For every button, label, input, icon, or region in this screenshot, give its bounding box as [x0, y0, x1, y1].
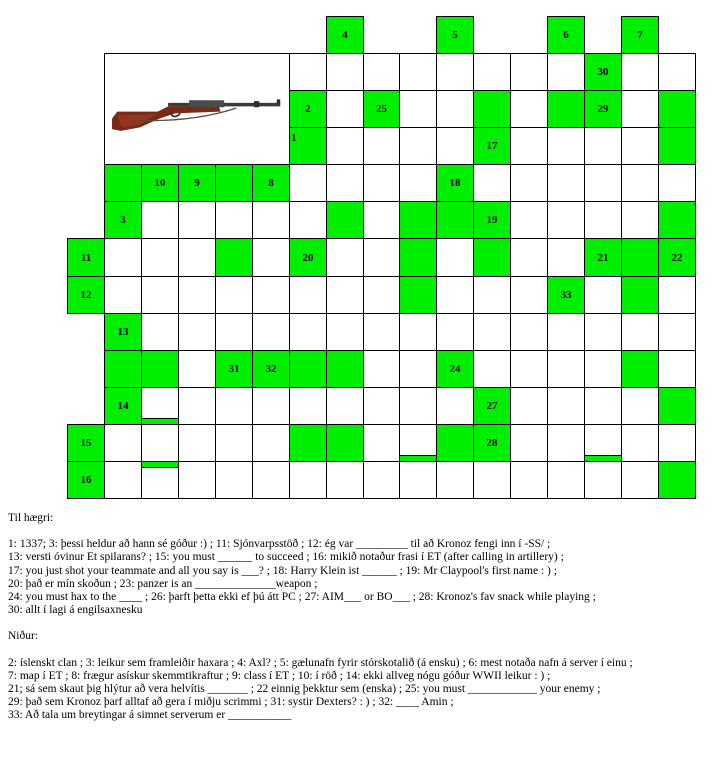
grid-cell[interactable]: [584, 164, 622, 202]
clue-number: 7: [637, 29, 643, 41]
grid-cell[interactable]: [252, 238, 290, 277]
grid-cell[interactable]: [436, 238, 474, 277]
clue-number: 15: [80, 437, 92, 449]
grid-cell[interactable]: [584, 127, 622, 165]
clue-line: 33: Að tala um breytingar á simnet serverum er ___________: [8, 709, 292, 722]
clue-line: 29: það sem Kronoz þarf alltaf að gera í miðju scrimmi ; 31: systir Dexters? : ) ; 32: ____ Amin ;: [8, 696, 454, 709]
grid-cell[interactable]: [363, 201, 400, 239]
grid-cell[interactable]: [510, 201, 548, 239]
grid-cell[interactable]: [326, 387, 364, 425]
grid-cell: [473, 201, 511, 239]
clue-line: 21; sá sem skaut þig hlýtur að vera helvítis _______ ; 22 einnig þekktur sem (enska) ; 25: you must ____________ your enemy ;: [8, 683, 601, 696]
grid-cell[interactable]: [547, 350, 585, 388]
clue-number: 4: [342, 29, 348, 41]
grid-cell[interactable]: [436, 53, 474, 91]
clue-line: 20: það er mín skoðun ; 23: panzer is an ______________weapon ;: [8, 577, 318, 590]
grid-cell[interactable]: [326, 313, 364, 351]
clue-number: 11: [80, 251, 92, 264]
clue-number: 24: [449, 363, 461, 375]
grid-cell: [252, 350, 290, 388]
grid-cell[interactable]: [363, 313, 400, 351]
grid-cell[interactable]: [326, 461, 364, 499]
across-title: Til hægri:: [8, 512, 54, 524]
grid-cell[interactable]: [326, 276, 364, 314]
grid-cell[interactable]: [473, 53, 511, 91]
grid-cell[interactable]: [178, 424, 216, 462]
grid-cell[interactable]: [584, 461, 622, 499]
grid-cell[interactable]: [215, 424, 253, 462]
grid-cell: [473, 238, 511, 277]
grid-cell[interactable]: [141, 238, 179, 277]
grid-cell[interactable]: [104, 461, 142, 499]
grid-cell: [621, 350, 659, 388]
grid-cell[interactable]: [510, 276, 548, 314]
grid-cell[interactable]: [658, 313, 696, 351]
clue-line: 2: íslenskt clan ; 3: leikur sem framleiðir haxara ; 4: Axl? ; 5: gælunafn fyrir stórskotalið (á ensku) ; 6: mest notaða nafn á server í einu ;: [8, 656, 633, 669]
grid-cell[interactable]: [436, 90, 474, 128]
grid-cell: [289, 350, 327, 388]
grid-cell[interactable]: [363, 238, 400, 277]
clue-number: 8: [268, 177, 274, 189]
grid-cell: [104, 313, 142, 351]
clue-number: 6: [563, 29, 569, 41]
clue-number: 3: [120, 214, 126, 226]
grid-cell: [326, 16, 364, 54]
grid-cell[interactable]: [399, 53, 437, 91]
grid-cell[interactable]: [289, 276, 327, 314]
grid-cell: [658, 127, 696, 165]
grid-cell: [289, 127, 327, 165]
grid-cell: [252, 164, 290, 202]
grid-cell[interactable]: [326, 53, 364, 91]
grid-cell: [67, 424, 105, 462]
grid-cell: [215, 238, 253, 277]
grid-cell[interactable]: [141, 276, 179, 314]
grid-cell[interactable]: [215, 461, 253, 499]
clue-line: 13: versti óvinur Et spilarans? ; 15: you must ______ to succeed ; 16: mikið notaður frasi í ET (after calling in artillery) ;: [8, 551, 564, 564]
grid-cell[interactable]: [436, 127, 474, 165]
grid-cell[interactable]: [584, 350, 622, 388]
clue-number: 31: [228, 363, 240, 375]
grid-cell[interactable]: [399, 387, 437, 425]
down-title: Niður:: [8, 630, 39, 643]
grid-cell[interactable]: [289, 461, 327, 499]
grid-cell: [104, 164, 142, 202]
clue-number: 12: [80, 289, 92, 301]
clue-number: 33: [560, 289, 572, 301]
grid-cell[interactable]: [473, 461, 511, 499]
grid-cell[interactable]: [252, 387, 290, 425]
grid-cell[interactable]: [178, 313, 216, 351]
grid-cell[interactable]: [363, 276, 400, 314]
clue-number: 10: [154, 177, 166, 189]
crossword-grid: [67, 16, 695, 498]
grid-cell: [547, 90, 585, 128]
clue-number: 21: [597, 251, 609, 264]
grid-cell[interactable]: [658, 350, 696, 388]
grid-cell: [326, 350, 364, 388]
grid-cell[interactable]: [178, 387, 216, 425]
grid-cell: [436, 16, 474, 54]
across-clue-list: [8, 538, 720, 617]
grid-cell: [658, 387, 696, 425]
grid-cell[interactable]: [215, 201, 253, 239]
grid-cell[interactable]: [399, 350, 437, 388]
grid-cell: [215, 164, 253, 202]
grid-cell: [399, 238, 437, 277]
clue-line: 24: you must hax to the ____ ; 26: þarft þetta ekki ef þú átt PC ; 27: AIM___ or BO___ ; 28: Kronoz's fav snack while playing ;: [8, 591, 596, 604]
grid-cell[interactable]: [289, 201, 327, 239]
grid-cell: [473, 424, 511, 462]
grid-cell[interactable]: [547, 164, 585, 202]
grid-cell-marker: [399, 455, 437, 462]
grid-cell[interactable]: [621, 387, 659, 425]
grid-cell[interactable]: [473, 164, 511, 202]
grid-cell[interactable]: [399, 90, 437, 128]
grid-cell: [621, 238, 659, 277]
grid-cell[interactable]: [399, 127, 437, 165]
grid-cell[interactable]: [547, 238, 585, 277]
grid-cell[interactable]: [289, 387, 327, 425]
clue-number: 9: [194, 177, 200, 189]
clue-number: 32: [265, 363, 277, 375]
grid-cell[interactable]: [326, 164, 364, 202]
grid-cell[interactable]: [584, 201, 622, 239]
grid-cell: [104, 387, 142, 425]
clue-number: 19: [486, 214, 498, 226]
grid-cell[interactable]: [363, 127, 400, 165]
grid-cell[interactable]: [363, 424, 400, 462]
grid-cell: [547, 16, 585, 54]
grid-cell[interactable]: [289, 164, 327, 202]
clue-number: 22: [671, 251, 683, 264]
grid-cell[interactable]: [436, 387, 474, 425]
grid-cell: [289, 238, 327, 277]
grid-cell: [436, 201, 474, 239]
down-clue-list: [8, 657, 720, 723]
grid-cell: [141, 164, 179, 202]
grid-cell: [584, 238, 622, 277]
grid-cell[interactable]: [289, 313, 327, 351]
grid-cell[interactable]: [510, 313, 548, 351]
grid-cell: [621, 276, 659, 314]
grid-cell[interactable]: [621, 461, 659, 499]
grid-cell: [178, 164, 216, 202]
grid-cell: [104, 201, 142, 239]
grid-cell[interactable]: [178, 276, 216, 314]
grid-cell[interactable]: [510, 53, 548, 91]
grid-cell[interactable]: [658, 164, 696, 202]
grid-cell[interactable]: [252, 276, 290, 314]
grid-cell: [399, 276, 437, 314]
grid-cell[interactable]: [436, 276, 474, 314]
grid-cell-marker: [141, 461, 179, 468]
grid-cell[interactable]: [104, 424, 142, 462]
grid-cell[interactable]: [510, 164, 548, 202]
grid-cell[interactable]: [547, 313, 585, 351]
grid-cell: [436, 424, 474, 462]
clue-number: 29: [597, 103, 609, 115]
grid-cell[interactable]: [547, 424, 585, 462]
clue-number: 16: [80, 474, 92, 486]
grid-cell[interactable]: [178, 238, 216, 277]
grid-cell[interactable]: [547, 53, 585, 91]
grid-cell[interactable]: [621, 90, 659, 128]
grid-cell: [584, 90, 622, 128]
grid-cell[interactable]: [363, 164, 400, 202]
grid-cell: [326, 424, 364, 462]
grid-cell[interactable]: [584, 387, 622, 425]
grid-cell[interactable]: [178, 461, 216, 499]
grid-cell[interactable]: [178, 350, 216, 388]
grid-cell: [658, 201, 696, 239]
grid-cell[interactable]: [658, 424, 696, 462]
grid-cell: [658, 238, 696, 277]
grid-cell[interactable]: [436, 461, 474, 499]
grid-cell: [67, 461, 105, 499]
grid-cell[interactable]: [363, 461, 400, 499]
grid-cell[interactable]: [215, 276, 253, 314]
grid-cell-marker: [584, 455, 622, 462]
rifle-icon: [105, 54, 289, 164]
grid-cell: [67, 276, 105, 314]
grid-cell: [399, 201, 437, 239]
grid-cell[interactable]: [363, 387, 400, 425]
grid-cell: [289, 424, 327, 462]
grid-cell[interactable]: [289, 53, 327, 91]
grid-cell: [326, 201, 364, 239]
grid-cell[interactable]: [473, 276, 511, 314]
clue-number: 2: [305, 103, 311, 115]
clue-number: 30: [597, 66, 609, 78]
grid-cell[interactable]: [547, 387, 585, 425]
grid-cell: [215, 350, 253, 388]
clue-line: 1: 1337; 3: þessi heldur að hann sé góður :) ; 11: Sjónvarpsstöð ; 12: ég var _________ til að Kronoz fengi inn í -SS/ ;: [8, 538, 551, 551]
clue-line: 7: map í ET ; 8: frægur asískur skemmtikraftur ; 9: class í ET ; 10: í röð ; 14: ekki allveg nógu góður WWII leikur : ) ;: [8, 669, 551, 682]
clue-number: 14: [117, 400, 129, 412]
clue-number: 28: [486, 437, 498, 449]
grid-cell[interactable]: [326, 90, 364, 128]
grid-cell[interactable]: [252, 313, 290, 351]
grid-cell[interactable]: [473, 313, 511, 351]
grid-cell[interactable]: [621, 127, 659, 165]
grid-cell[interactable]: [141, 424, 179, 462]
grid-cell[interactable]: [399, 461, 437, 499]
clue-number: 17: [486, 140, 498, 152]
grid-cell[interactable]: [141, 201, 179, 239]
clue-number: 5: [452, 29, 458, 41]
grid-cell: [436, 164, 474, 202]
grid-cell[interactable]: [510, 350, 548, 388]
grid-cell: [584, 53, 622, 91]
clue-number: 27: [486, 400, 498, 412]
grid-cell[interactable]: [584, 313, 622, 351]
clue-number: 25: [376, 103, 387, 115]
grid-cell[interactable]: [547, 127, 585, 165]
clue-number: 18: [449, 177, 461, 189]
grid-cell[interactable]: [510, 127, 548, 165]
grid-cell[interactable]: [621, 53, 659, 91]
grid-cell[interactable]: [363, 350, 400, 388]
grid-cell[interactable]: [510, 424, 548, 462]
grid-cell[interactable]: [326, 238, 364, 277]
clue-number: 20: [302, 251, 314, 264]
grid-cell[interactable]: [326, 127, 364, 165]
grid-cell[interactable]: [473, 350, 511, 388]
grid-cell: [141, 350, 179, 388]
grid-cell: [547, 276, 585, 314]
grid-cell: [658, 461, 696, 499]
grid-cell[interactable]: [584, 276, 622, 314]
grid-cell[interactable]: [436, 313, 474, 351]
grid-cell[interactable]: [658, 276, 696, 314]
grid-cell[interactable]: [363, 53, 400, 91]
grid-cell[interactable]: [178, 201, 216, 239]
grid-cell[interactable]: [104, 276, 142, 314]
grid-cell[interactable]: [252, 424, 290, 462]
grid-cell[interactable]: [658, 53, 696, 91]
grid-cell[interactable]: [547, 201, 585, 239]
grid-cell[interactable]: [399, 164, 437, 202]
grid-cell: [473, 387, 511, 425]
grid-cell[interactable]: [621, 201, 659, 239]
rifle-image: [104, 53, 290, 165]
grid-cell[interactable]: [141, 313, 179, 351]
clue-number: 1: [291, 132, 297, 144]
grid-cell[interactable]: [547, 461, 585, 499]
grid-cell: [363, 90, 400, 128]
grid-cell: [436, 350, 474, 388]
grid-cell-marker: [141, 418, 179, 425]
grid-cell[interactable]: [104, 238, 142, 277]
grid-cell[interactable]: [215, 387, 253, 425]
grid-cell: [67, 238, 105, 277]
clues-section: [8, 512, 720, 723]
grid-cell[interactable]: [215, 313, 253, 351]
grid-cell: [621, 16, 659, 54]
grid-cell: [104, 350, 142, 388]
clue-number: 13: [117, 326, 129, 338]
grid-cell[interactable]: [621, 424, 659, 462]
grid-cell[interactable]: [510, 238, 548, 277]
grid-cell: [289, 90, 327, 128]
grid-cell[interactable]: [399, 313, 437, 351]
grid-cell[interactable]: [621, 313, 659, 351]
grid-cell[interactable]: [621, 164, 659, 202]
grid-cell: [473, 127, 511, 165]
grid-cell[interactable]: [510, 90, 548, 128]
grid-cell[interactable]: [252, 201, 290, 239]
grid-cell: [473, 90, 511, 128]
grid-cell: [658, 90, 696, 128]
clue-line: 30: allt í lagi á engilsaxnesku: [8, 604, 143, 617]
clue-line: 17: you just shot your teammate and all you say is ___? ; 18: Harry Klein ist ______ ; 19: Mr Claypool's first name : ) ;: [8, 564, 557, 577]
grid-cell[interactable]: [252, 461, 290, 499]
grid-cell[interactable]: [510, 387, 548, 425]
grid-cell[interactable]: [510, 461, 548, 499]
